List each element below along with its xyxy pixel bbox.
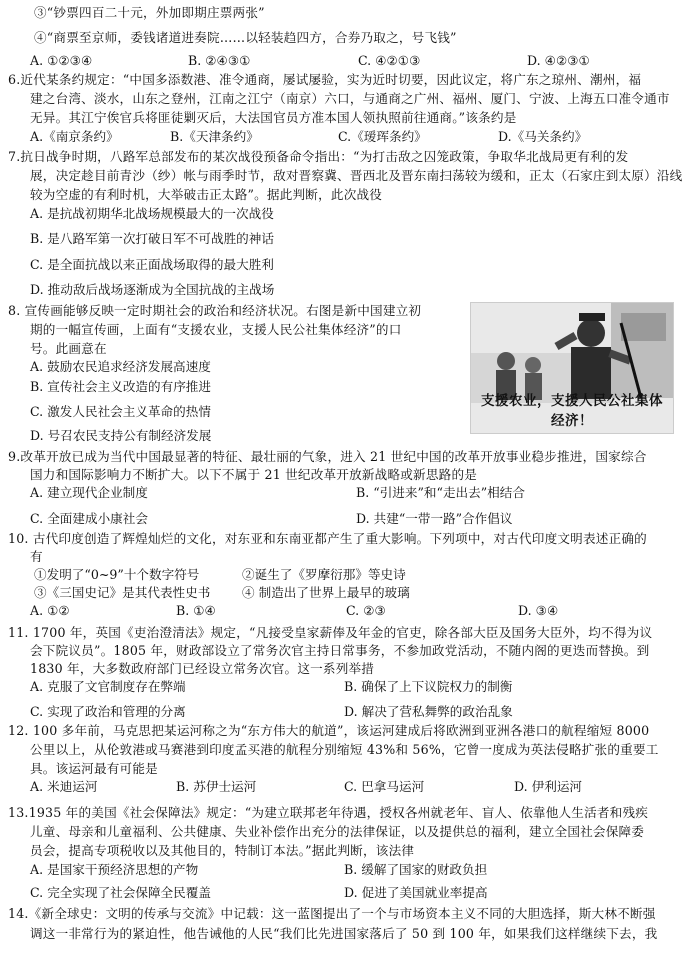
q10-item-4: ④ 制造出了世界上最早的玻璃 xyxy=(242,585,410,600)
q12-option-b: B. 苏伊士运河 xyxy=(176,779,257,794)
q10-line-1: 10. 古代印度创造了辉煌灿烂的文化，对东亚和东南亚都产生了重大影响。下列项中，对古代印度文明表述正确的 xyxy=(8,531,647,546)
q8-line-2: 期的一幅宣传画，上面有“支援农业，支援人民公社集体经济”的口 xyxy=(30,322,402,337)
q12-option-d: D. 伊利运河 xyxy=(514,779,583,794)
q12-option-c: C. 巴拿马运河 xyxy=(344,779,425,794)
q7-line-1: 7.抗日战争时期，八路军总部发布的某次战役预备命令指出：“为打击敌之囚笼政策，争取华北战局更有利的发 xyxy=(8,149,629,164)
q13-line-1: 13.1935 年的美国《社会保障法》规定：“为建立联邦老年待遇，授权各州就老年、盲人、依靠他人生活者和残疾 xyxy=(8,805,649,820)
q8-option-c: C. 激发人民社会主义革命的热情 xyxy=(30,404,211,419)
q5-item-4: ④“商票至京师，委钱诸道进奏院……以轻装趋四方，合券乃取之，号飞钱” xyxy=(34,30,457,45)
q10-option-c: C. ②③ xyxy=(346,603,386,618)
q7-option-d: D. 推动敌后战场逐渐成为全国抗战的主战场 xyxy=(30,282,275,297)
q10-item-2: ②诞生了《罗摩衍那》等史诗 xyxy=(242,567,406,582)
q11-option-b: B. 确保了上下议院权力的制衡 xyxy=(344,679,513,694)
q6-option-c: C.《瑷珲条约》 xyxy=(338,129,427,144)
q6-line-1: 6.近代某条约规定：“中国多添数港、准令通商，屡试屡验，实为近时切要，因此议定，将广东之琼州、潮州，福 xyxy=(8,72,642,87)
q13-option-c: C. 完全实现了社会保障全民覆盖 xyxy=(30,885,211,900)
q10-option-d: D. ③④ xyxy=(518,603,559,618)
q12-line-3: 具。该运河最有可能是 xyxy=(30,761,158,776)
q10-line-2: 有 xyxy=(30,549,43,564)
q10-option-b: B. ①④ xyxy=(176,603,216,618)
q5-option-b: B. ②④③① xyxy=(188,53,251,68)
q9-option-b: B. “引进来”和“走出去”相结合 xyxy=(356,485,525,500)
q12-line-2: 公里以上，从伦敦港或马赛港到印度孟买港的航程分别缩短 43%和 56%，它曾一度成为英法侵略扩张的重要工 xyxy=(30,742,659,757)
q6-line-2: 建之台湾、淡水，山东之登州，江南之江宁（南京）六口，与通商之广州、福州、厦门、宁波、上海五口准令通市 xyxy=(30,91,670,106)
q8-option-d: D. 号召农民支持公有制经济发展 xyxy=(30,428,212,443)
q11-line-3: 1830 年，大多数政府部门已经设立常务次官。这一系列举措 xyxy=(30,661,375,676)
q8-option-b: B. 宣传社会主义改造的有序推进 xyxy=(30,379,211,394)
q6-option-a: A.《南京条约》 xyxy=(30,129,119,144)
q10-item-3: ③《三国史记》是其代表性史书 xyxy=(34,585,211,600)
q5-option-d: D. ④②③① xyxy=(527,53,590,68)
q9-line-2: 国力和国际影响力不断扩大。以下不属于 21 世纪改革开放新战略或新思路的是 xyxy=(30,467,478,482)
q5-option-a: A. ①②③④ xyxy=(30,53,93,68)
q11-line-2: 会下院议员”。1805 年，财政部设立了常务次官主持日常事务，不参加政党活动，不随内阁的更迭而替换。到 xyxy=(30,643,650,658)
q7-option-c: C. 是全面抗战以来正面战场取得的最大胜利 xyxy=(30,257,274,272)
q11-option-d: D. 解决了营私舞弊的政治乱象 xyxy=(344,704,513,719)
q12-line-1: 12. 100 多年前，马克思把某运河称之为“东方伟大的航道”，该运河建成后将欧洲到亚洲各港口的航程缩短 8000 xyxy=(8,723,650,738)
q11-option-c: C. 实现了政治和管理的分离 xyxy=(30,704,186,719)
poster-caption: 支援农业，支援人民公社集体经济！ xyxy=(481,393,663,429)
q13-option-d: D. 促进了美国就业率提高 xyxy=(344,885,488,900)
q13-option-b: B. 缓解了国家的财政负担 xyxy=(344,862,488,877)
q13-line-2: 儿童、母亲和儿童福利、公共健康、失业补偿作出充分的法律保证，以及提供总的福利，建立全国社会保障委 xyxy=(30,824,645,839)
q8-line-3: 号。此画意在 xyxy=(30,341,107,356)
q9-option-d: D. 共建“一带一路”合作倡议 xyxy=(356,511,513,526)
q5-option-c: C. ④②①③ xyxy=(358,53,421,68)
propaganda-poster-image xyxy=(470,302,674,434)
q14-line-1: 14.《新全球史：文明的传承与交流》中记载：这一蓝图提出了一个与市场资本主义不同的大胆选择，斯大林不断强 xyxy=(8,906,656,921)
q5-item-3: ③“钞票四百二十元，外加即期庄票两张” xyxy=(34,5,265,20)
q10-item-1: ①发明了“0~9”十个数字符号 xyxy=(34,567,200,582)
q7-option-b: B. 是八路军第一次打破日军不可战胜的神话 xyxy=(30,231,274,246)
q9-option-a: A. 建立现代企业制度 xyxy=(30,485,148,500)
q14-line-2: 调这一非常行为的紧迫性，他告诫他的人民“我们比先进国家落后了 50 到 100 年，如果我们这样继续下去，我 xyxy=(30,926,658,941)
q12-option-a: A. 米迪运河 xyxy=(30,779,98,794)
q11-option-a: A. 克服了文官制度存在弊端 xyxy=(30,679,186,694)
q8-line-1: 8. 宣传画能够反映一定时期社会的政治和经济状况。右图是新中国建立初 xyxy=(8,303,422,318)
q6-option-d: D.《马关条约》 xyxy=(498,129,588,144)
q7-line-2: 展，决定趁目前青沙（纱）帐与雨季时节，敌对晋察冀、晋西北及晋东南扫荡较为缓和，正太（石家庄到太原）沿线 xyxy=(30,168,683,183)
q13-option-a: A. 是国家干预经济思想的产物 xyxy=(30,862,199,877)
q8-option-a: A. 鼓励农民追求经济发展高速度 xyxy=(30,359,211,374)
q13-line-3: 员会，提高专项税收以及其他目的，特制订本法。”据此判断，该法律 xyxy=(30,843,415,858)
q7-line-3: 较为空虚的有利时机，大举破击正太路”。据此判断，此次战役 xyxy=(30,187,383,202)
q10-option-a: A. ①② xyxy=(30,603,70,618)
q6-option-b: B.《天津条约》 xyxy=(170,129,259,144)
q7-option-a: A. 是抗战初期华北战场规模最大的一次战役 xyxy=(30,206,274,221)
q9-option-c: C. 全面建成小康社会 xyxy=(30,511,148,526)
q6-line-3: 无异。其江宁俟官兵将匪徒剿灭后，大法国官员方准本国人领执照前往通商。”该条约是 xyxy=(30,110,517,125)
q9-line-1: 9.改革开放已成为当代中国最显著的特征、最壮丽的气象，进入 21 世纪中国的改革开放事业稳步推进，国家综合 xyxy=(8,449,647,464)
q11-line-1: 11. 1700 年，英国《吏治澄清法》规定，“凡接受皇家薪俸及年金的官吏，除各部大臣及国务大臣外，均不得为议 xyxy=(8,625,653,640)
